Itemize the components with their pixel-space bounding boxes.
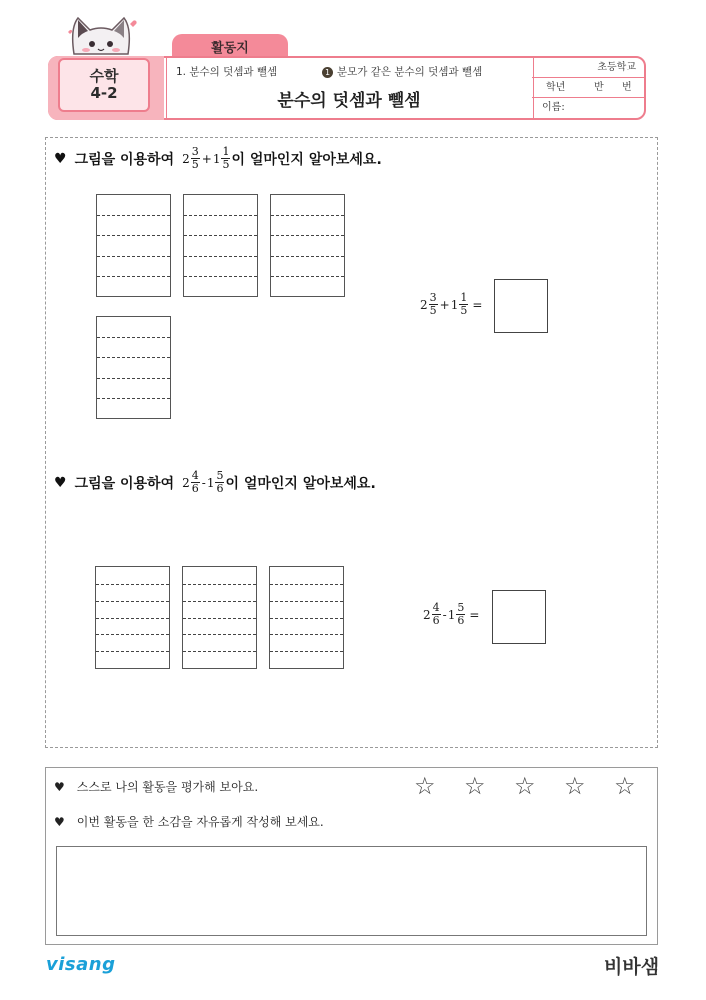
rating-star-1-icon[interactable]: ☆ bbox=[414, 772, 436, 800]
q1-fraction-block-3 bbox=[270, 194, 345, 297]
q2-fraction-b bbox=[215, 470, 224, 495]
q1-equation bbox=[420, 292, 483, 317]
q1-eq-equals: = bbox=[472, 297, 483, 312]
rating-star-4-icon[interactable]: ☆ bbox=[564, 772, 586, 800]
cat-mascot-icon bbox=[64, 14, 138, 62]
visang-logo bbox=[46, 954, 115, 975]
student-info-box bbox=[532, 58, 644, 118]
q1-eq-denominator-b: 5 bbox=[460, 304, 468, 317]
q2-fraction-block-1 bbox=[95, 566, 170, 669]
q1-fraction-block-2 bbox=[183, 194, 258, 297]
question-2-prompt-before: 그림을 이용하여 bbox=[74, 475, 175, 492]
q1-fraction-block-1 bbox=[96, 194, 171, 297]
name-label: 이름: bbox=[542, 102, 565, 113]
q2-denominator-b: 6 bbox=[216, 482, 224, 495]
number-label: 번 bbox=[622, 82, 632, 93]
q1-numerator-a: 3 bbox=[191, 145, 199, 158]
lesson-number-badge: 1 bbox=[322, 67, 333, 78]
heart-bullet-icon: ♥ bbox=[54, 814, 65, 829]
grade-class-number-field[interactable] bbox=[532, 78, 644, 98]
q2-whole-a: 2 bbox=[182, 475, 190, 490]
subject-card bbox=[58, 58, 150, 112]
q2-eq-denominator-a: 6 bbox=[432, 614, 440, 627]
self-evaluation-text: 스스로 나의 활동을 평가해 보아요. bbox=[76, 780, 259, 794]
q2-equation bbox=[423, 602, 480, 627]
unit-label: 1. 분수의 덧셈과 뺄셈 bbox=[176, 66, 278, 78]
q2-answer-box[interactable] bbox=[492, 590, 546, 644]
q2-eq-whole-a: 2 bbox=[423, 607, 431, 622]
q2-eq-numerator-a: 4 bbox=[432, 601, 440, 614]
q1-fraction-b bbox=[221, 146, 230, 171]
class-label: 반 bbox=[594, 82, 604, 93]
q2-numerator-b: 5 bbox=[216, 469, 224, 482]
q1-fraction-a bbox=[191, 146, 200, 171]
question-2-expression bbox=[182, 470, 225, 495]
q2-eq-whole-b: 1 bbox=[447, 607, 456, 622]
self-evaluation-prompt bbox=[54, 778, 258, 795]
q1-denominator-a: 5 bbox=[191, 158, 199, 171]
q2-denominator-a: 6 bbox=[191, 482, 199, 495]
q1-answer-box[interactable] bbox=[494, 279, 548, 333]
q1-eq-denominator-a: 5 bbox=[429, 304, 437, 317]
q1-eq-whole-b: 1 bbox=[450, 297, 459, 312]
school-field[interactable] bbox=[532, 58, 644, 78]
question-2-prompt bbox=[54, 470, 376, 495]
q2-numerator-a: 4 bbox=[191, 469, 199, 482]
vivasam-logo-text: 비바샘 bbox=[604, 956, 660, 978]
q1-eq-fraction-a bbox=[429, 292, 438, 317]
q1-fraction-block-4 bbox=[96, 316, 171, 419]
subject-label: 수학 bbox=[89, 67, 119, 85]
reflection-writing-area[interactable] bbox=[56, 846, 647, 936]
q2-eq-fraction-b bbox=[456, 602, 465, 627]
q1-numerator-b: 1 bbox=[222, 145, 230, 158]
activity-tab-label: 활동지 bbox=[211, 40, 249, 56]
lesson-text: 분모가 같은 분수의 덧셈과 뺄셈 bbox=[337, 66, 483, 78]
question-1-prompt-after: 이 얼마인지 알아보세요. bbox=[231, 151, 382, 168]
q2-operator: - bbox=[201, 475, 206, 490]
heart-bullet-icon: ♥ bbox=[54, 779, 65, 794]
reflection-text: 이번 활동을 한 소감을 자유롭게 작성해 보세요. bbox=[76, 815, 324, 829]
q1-whole-a: 2 bbox=[182, 151, 190, 166]
q1-eq-fraction-b bbox=[459, 292, 468, 317]
rating-star-2-icon[interactable]: ☆ bbox=[464, 772, 486, 800]
rating-star-3-icon[interactable]: ☆ bbox=[514, 772, 536, 800]
reflection-prompt bbox=[54, 813, 324, 830]
q2-eq-numerator-b: 5 bbox=[457, 601, 465, 614]
question-2-prompt-after: 이 얼마인지 알아보세요. bbox=[225, 475, 376, 492]
q1-operator: + bbox=[201, 151, 212, 166]
heart-bullet-icon: ♥ bbox=[54, 474, 67, 491]
visang-logo-text: visang bbox=[46, 954, 116, 975]
q1-whole-b: 1 bbox=[212, 151, 221, 166]
q2-eq-operator: - bbox=[442, 607, 447, 622]
school-label: 초등학교 bbox=[597, 62, 636, 73]
grade-label: 학년 bbox=[546, 82, 566, 93]
heart-bullet-icon: ♥ bbox=[54, 150, 67, 167]
q2-fraction-block-3 bbox=[269, 566, 344, 669]
question-1-prompt-before: 그림을 이용하여 bbox=[74, 151, 175, 168]
page-title: 분수의 덧셈과 뺄셈 bbox=[277, 91, 421, 111]
vivasam-logo bbox=[604, 952, 659, 979]
q2-eq-equals: = bbox=[469, 607, 480, 622]
q2-eq-denominator-b: 6 bbox=[457, 614, 465, 627]
q1-eq-numerator-a: 3 bbox=[429, 291, 437, 304]
name-field[interactable] bbox=[532, 98, 644, 118]
q1-eq-whole-a: 2 bbox=[420, 297, 428, 312]
q1-denominator-b: 5 bbox=[222, 158, 230, 171]
activity-tab bbox=[172, 34, 288, 58]
q1-eq-operator: + bbox=[439, 297, 450, 312]
question-1-expression bbox=[182, 146, 231, 171]
lesson-label bbox=[322, 64, 482, 79]
q2-fraction-block-2 bbox=[182, 566, 257, 669]
grade-term-label: 4-2 bbox=[90, 84, 118, 102]
q2-eq-fraction-a bbox=[432, 602, 441, 627]
rating-star-5-icon[interactable]: ☆ bbox=[614, 772, 636, 800]
q2-fraction-a bbox=[191, 470, 200, 495]
q2-whole-b: 1 bbox=[206, 475, 215, 490]
q1-eq-numerator-b: 1 bbox=[460, 291, 468, 304]
question-1-prompt bbox=[54, 146, 382, 171]
